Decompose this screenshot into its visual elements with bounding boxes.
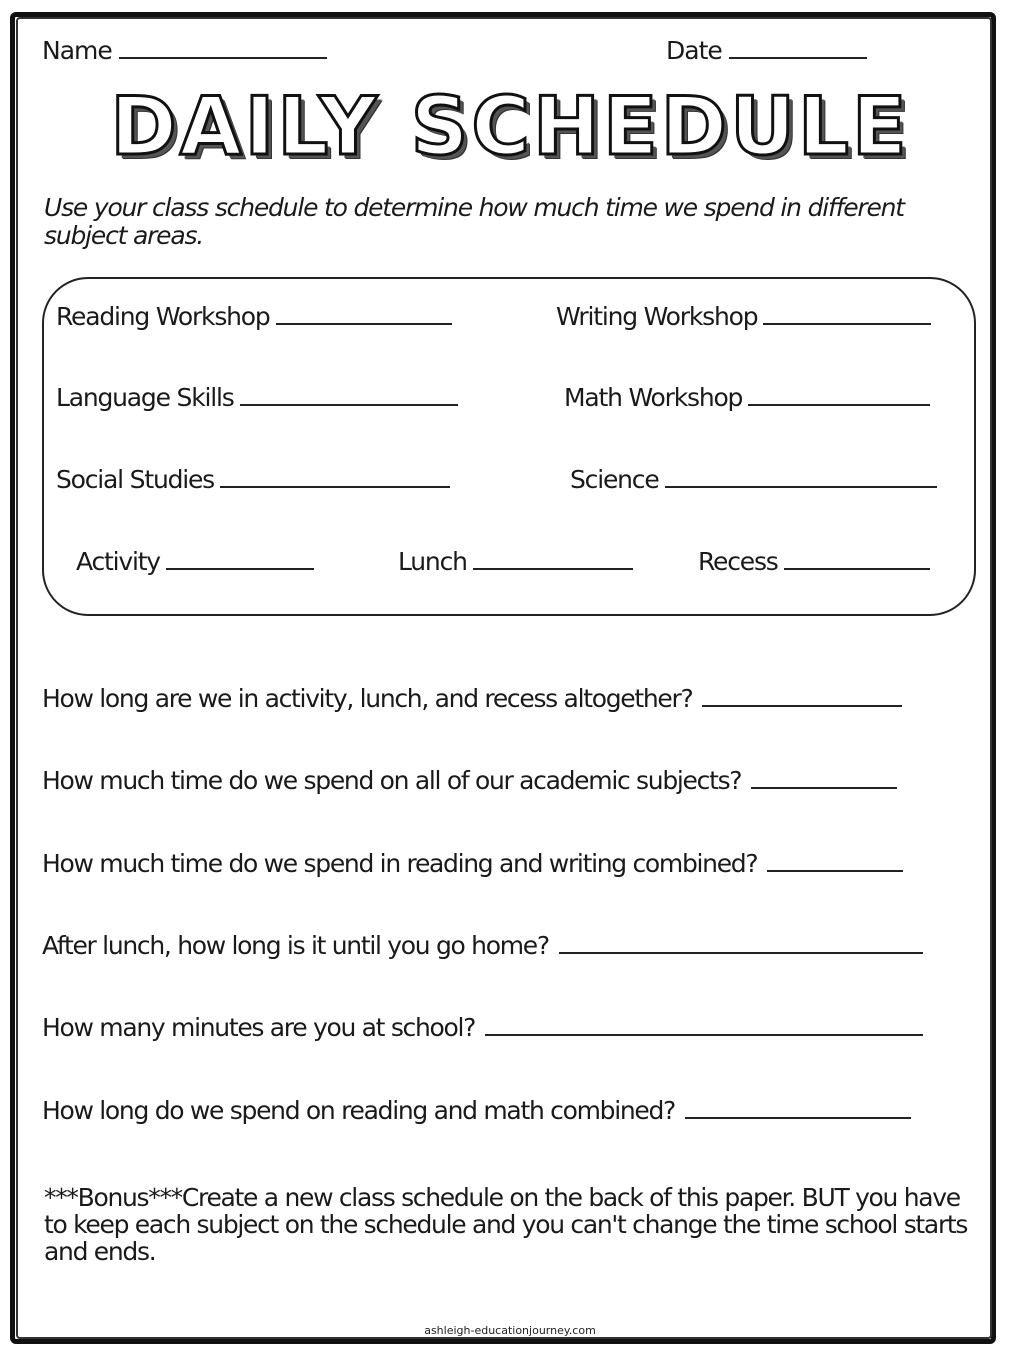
question-4 xyxy=(42,931,923,960)
answer-blank[interactable] xyxy=(767,852,903,872)
subject-label: Writing Workshop xyxy=(556,302,758,331)
subject-math-workshop xyxy=(564,383,930,412)
question-text: How many minutes are you at school? xyxy=(42,1013,476,1042)
subject-label: Science xyxy=(570,465,659,494)
date-blank[interactable] xyxy=(729,39,867,59)
answer-blank[interactable] xyxy=(685,1099,911,1119)
subject-reading-workshop xyxy=(56,302,452,331)
subject-recess xyxy=(698,547,930,576)
subject-science xyxy=(570,465,937,494)
answer-blank[interactable] xyxy=(559,934,923,954)
answer-blank[interactable] xyxy=(240,386,458,406)
date-label: Date xyxy=(666,36,722,65)
answer-blank[interactable] xyxy=(702,687,902,707)
question-text: How long do we spend on reading and math combined? xyxy=(42,1096,676,1125)
question-6 xyxy=(42,1096,911,1125)
subject-label: Social Studies xyxy=(56,465,215,494)
question-text: How long are we in activity, lunch, and recess altogether? xyxy=(42,684,693,713)
name-label: Name xyxy=(42,36,112,65)
subject-label: Recess xyxy=(698,547,778,576)
answer-blank[interactable] xyxy=(485,1016,923,1036)
bonus-text: ***Bonus***Create a new class schedule on the back of this paper. BUT you have to keep each subject on the schedule and you can't change the time school starts and ends. xyxy=(44,1183,968,1266)
name-blank[interactable] xyxy=(119,39,327,59)
subject-label: Reading Workshop xyxy=(56,302,270,331)
subject-label: Math Workshop xyxy=(564,383,743,412)
footer-url: ashleigh-educationjourney.com xyxy=(424,1324,596,1337)
subject-label: Activity xyxy=(76,547,160,576)
subject-language-skills xyxy=(56,383,458,412)
question-5 xyxy=(42,1013,923,1042)
instructions: Use your class schedule to determine how much time we spend in different subject areas. xyxy=(44,193,904,250)
name-field xyxy=(42,36,327,65)
date-field xyxy=(666,36,867,65)
page-title: DAILY SCHEDULE xyxy=(110,80,910,173)
answer-blank[interactable] xyxy=(276,305,452,325)
subject-label: Lunch xyxy=(398,547,467,576)
answer-blank[interactable] xyxy=(751,769,897,789)
subject-activity xyxy=(76,547,314,576)
answer-blank[interactable] xyxy=(665,468,937,488)
answer-blank[interactable] xyxy=(166,550,314,570)
subject-social-studies xyxy=(56,465,450,494)
subject-writing-workshop xyxy=(556,302,931,331)
question-text: How much time do we spend on all of our academic subjects? xyxy=(42,766,742,795)
answer-blank[interactable] xyxy=(748,386,930,406)
subject-label: Language Skills xyxy=(56,383,234,412)
question-text: After lunch, how long is it until you go home? xyxy=(42,931,549,960)
question-1 xyxy=(42,684,902,713)
subject-lunch xyxy=(398,547,633,576)
answer-blank[interactable] xyxy=(763,305,931,325)
answer-blank[interactable] xyxy=(220,468,450,488)
question-3 xyxy=(42,849,903,878)
answer-blank[interactable] xyxy=(784,550,930,570)
question-text: How much time do we spend in reading and writing combined? xyxy=(42,849,758,878)
answer-blank[interactable] xyxy=(473,550,633,570)
question-2 xyxy=(42,766,897,795)
